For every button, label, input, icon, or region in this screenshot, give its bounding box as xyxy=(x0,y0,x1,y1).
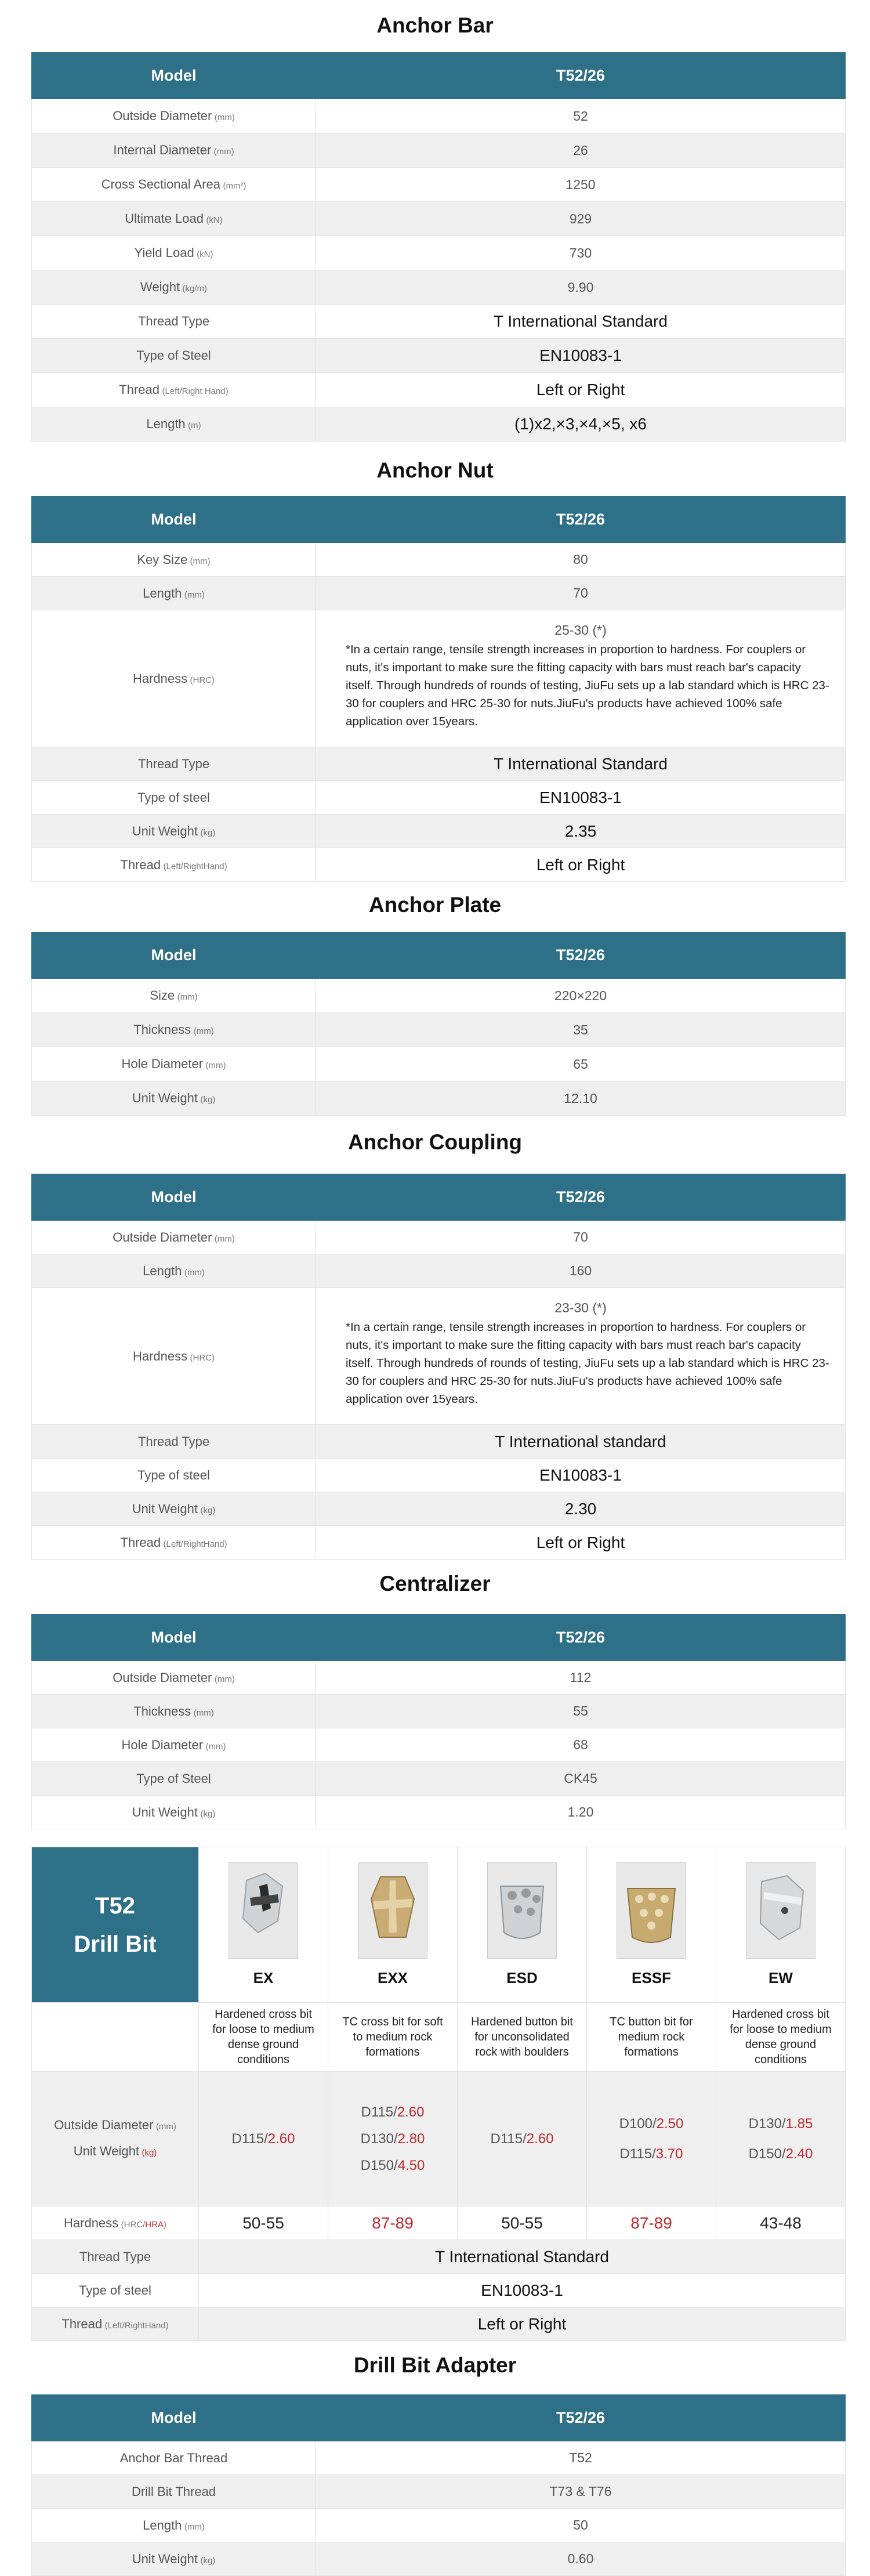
bit-weight: 3.70 xyxy=(655,2146,683,2162)
row-label: Thickness xyxy=(133,1022,191,1037)
bit-spec-cell xyxy=(587,2072,716,2206)
anchor-coupling-title: Anchor Coupling xyxy=(347,1130,523,1154)
bit-diameter: D150/ xyxy=(748,2146,786,2162)
drill-bit-title-line1: T52 xyxy=(95,1893,135,1919)
row-label: Unit Weight xyxy=(132,823,198,838)
row-label: Length xyxy=(146,417,186,431)
table-row xyxy=(32,270,846,305)
row-value: 9.90 xyxy=(316,270,846,305)
centralizer-title: Centralizer xyxy=(379,1572,491,1595)
header-model: Model xyxy=(32,932,316,979)
bit-hardness: 43-48 xyxy=(716,2206,846,2240)
bit-spec-line xyxy=(458,2131,586,2147)
bit-name: ESD xyxy=(506,1969,538,1987)
bit-cell xyxy=(458,1847,587,2003)
table-row xyxy=(32,2307,846,2341)
bit-spec-line xyxy=(329,2152,456,2179)
header-model-value: T52/26 xyxy=(316,53,846,99)
bit-cell xyxy=(716,1847,846,2003)
row-label: Type of steel xyxy=(79,2282,151,2298)
row-label: Thread Type xyxy=(137,1434,210,1449)
table-row xyxy=(32,2274,846,2307)
row-value: 12.10 xyxy=(316,1081,846,1116)
row-value: 55 xyxy=(316,1695,846,1728)
bit-spec-line xyxy=(588,2139,715,2169)
bit-weight: 2.40 xyxy=(785,2146,813,2162)
row-unit: (kg/m) xyxy=(182,284,208,294)
header-model-value: T52/26 xyxy=(316,932,846,979)
bit-description-row xyxy=(32,2003,846,2072)
table-row xyxy=(32,2240,846,2274)
hardness-unit-b: HRA xyxy=(145,2219,164,2230)
bit-diameter: D115/ xyxy=(361,2104,397,2120)
bit-weight: 2.60 xyxy=(267,2130,295,2147)
table-row xyxy=(32,2475,846,2509)
row-label: Thread xyxy=(61,2316,103,2331)
table-row xyxy=(32,1661,846,1695)
row-unit: (mm) xyxy=(205,1061,226,1070)
bit-spec-line xyxy=(588,2109,715,2139)
row-value: T73 & T76 xyxy=(316,2475,846,2509)
button-bit-image xyxy=(487,1862,557,1959)
hardness-note: *In a certain range, tensile strength increases in proportion to hardness. For couplers or nuts, it's important to make sure the fitting capacity with bars must reach bar's capacity itself. Through hundreds of rounds of testing, JiuFu sets up a lab standard which is HRC 23-30 for couplers and HRC 25-30 for nuts.JiuFu's products have achieved 100% safe application over 15years. xyxy=(346,642,829,728)
row-value: T International Standard xyxy=(316,747,846,781)
table-row xyxy=(32,1047,846,1081)
row-label: Type of steel xyxy=(137,790,210,805)
table-row xyxy=(32,1492,846,1526)
table-row xyxy=(32,2509,846,2542)
row-value: Left or Right xyxy=(316,1526,846,1560)
row-value: 220×220 xyxy=(316,979,846,1013)
row-unit: (mm) xyxy=(214,1674,235,1684)
anchor-nut-title: Anchor Nut xyxy=(376,458,494,482)
row-unit: (kN) xyxy=(197,249,213,259)
row-value: 112 xyxy=(316,1661,846,1695)
table-row xyxy=(32,407,846,442)
bit-name: EXX xyxy=(377,1969,408,1987)
row-label: Size xyxy=(150,988,175,1003)
row-value: 68 xyxy=(316,1728,846,1762)
row-label: Cross Sectional Area xyxy=(101,177,220,191)
bit-name: EX xyxy=(253,1969,274,1987)
table-row xyxy=(32,339,846,373)
row-unit: (mm) xyxy=(193,1707,214,1718)
table-row xyxy=(32,99,846,133)
drill-bit-table xyxy=(31,1847,846,2341)
od-unit: (mm) xyxy=(155,2121,176,2132)
row-value: 80 xyxy=(316,543,846,577)
row-value: 1.20 xyxy=(316,1796,846,1829)
table-row xyxy=(32,2542,846,2576)
row-label: Weight xyxy=(140,280,180,294)
row-value: Left or Right xyxy=(316,848,846,882)
table-row xyxy=(32,1459,846,1492)
row-label: Unit Weight xyxy=(132,1091,198,1105)
table-row xyxy=(32,815,846,848)
bit-spec-cell xyxy=(199,2072,328,2206)
table-row xyxy=(32,1796,846,1829)
table-row xyxy=(32,747,846,781)
uw-unit: (kg) xyxy=(142,2147,157,2158)
row-value: 70 xyxy=(316,577,846,610)
header-model-value: T52/26 xyxy=(316,1615,846,1661)
bit-diameter: D130/ xyxy=(360,2130,398,2147)
table-row xyxy=(32,610,846,747)
table-row xyxy=(32,1526,846,1560)
row-value: 50 xyxy=(316,2509,846,2542)
row-value: CK45 xyxy=(316,1762,846,1796)
row-value: 730 xyxy=(316,236,846,270)
anchor-nut-table xyxy=(31,496,846,882)
table-row xyxy=(32,979,846,1013)
bit-cell xyxy=(328,1847,458,2003)
row-value: T International Standard xyxy=(316,305,846,339)
row-label: Ultimate Load xyxy=(125,211,204,226)
row-unit: (kg) xyxy=(200,827,216,838)
row-label: Hardness xyxy=(132,671,188,686)
hardness-note: *In a certain range, tensile strength increases in proportion to hardness. For couplers or nuts, it's important to make sure the fitting capacity with bars must reach bar's capacity itself. Through hundreds of rounds of testing, JiuFu sets up a lab standard which is HRC 23-30 for couplers and HRC 25-30 for nuts.JiuFu's products have achieved 100% safe application over 15years. xyxy=(346,1320,829,1406)
bit-diameter: D150/ xyxy=(360,2157,398,2173)
bit-diameter: D100/ xyxy=(619,2115,657,2132)
hardness-label: Hardness xyxy=(64,2215,119,2230)
row-value: 65 xyxy=(316,1047,846,1081)
hardness-value: 23-30 (*) xyxy=(554,1300,607,1315)
empty-cell xyxy=(32,2003,199,2072)
row-value: EN10083-1 xyxy=(316,781,846,815)
table-header xyxy=(32,497,846,543)
table-row xyxy=(32,236,846,270)
row-unit: (Left/RightHand) xyxy=(163,1539,227,1549)
header-model: Model xyxy=(32,53,316,99)
bit-description: TC cross bit for soft to medium rock formations xyxy=(328,2003,458,2072)
table-row xyxy=(32,848,846,882)
row-unit: (m) xyxy=(188,421,201,430)
bit-weight: 2.50 xyxy=(656,2115,684,2132)
row-label: Length xyxy=(143,2517,182,2532)
bit-description: Hardened cross bit for loose to medium dense ground conditions xyxy=(716,2003,846,2072)
row-value: 35 xyxy=(316,1013,846,1047)
anchor-bar-title: Anchor Bar xyxy=(376,13,494,37)
row-value: 26 xyxy=(316,133,846,168)
table-header xyxy=(32,53,846,99)
row-label: Unit Weight xyxy=(132,1501,198,1516)
row-label: Thread Type xyxy=(79,2249,151,2264)
bit-hardness: 50-55 xyxy=(458,2206,587,2240)
table-row xyxy=(32,543,846,577)
bit-spec-label xyxy=(32,2072,199,2206)
bit-description: TC button bit for medium rock formations xyxy=(587,2003,716,2072)
spec-page xyxy=(0,12,870,2576)
row-label: Thread Type xyxy=(137,756,210,771)
drill-bit-title xyxy=(32,1847,199,2003)
table-row xyxy=(32,1254,846,1288)
header-model: Model xyxy=(32,2395,316,2441)
ew-cross-bit-image xyxy=(746,1862,815,1959)
table-row xyxy=(32,133,846,168)
table-row xyxy=(32,1288,846,1425)
row-value: 70 xyxy=(316,1221,846,1254)
row-label: Outside Diameter xyxy=(113,1670,212,1685)
row-label: Thread xyxy=(120,1535,161,1550)
bit-spec-line xyxy=(717,2139,844,2169)
bit-spec-line xyxy=(329,2126,456,2152)
row-unit: (Left/RightHand) xyxy=(163,861,227,871)
row-unit: (mm) xyxy=(205,1741,226,1752)
anchor-plate-table xyxy=(31,932,846,1116)
drill-bit-header-row xyxy=(32,1847,846,2003)
bit-cell xyxy=(199,1847,328,2003)
table-header xyxy=(32,2395,846,2441)
table-header xyxy=(32,932,846,979)
row-label: Thread Type xyxy=(137,314,210,328)
table-row xyxy=(32,1728,846,1762)
table-row xyxy=(32,373,846,407)
bit-hardness: 50-55 xyxy=(199,2206,328,2240)
row-value: (1)x2,×3,×4,×5, x6 xyxy=(316,407,846,442)
header-model-value: T52/26 xyxy=(316,1174,846,1221)
bit-name: ESSF xyxy=(632,1969,671,1987)
table-row xyxy=(32,168,846,202)
row-unit: (mm) xyxy=(190,556,211,566)
row-unit: (mm) xyxy=(214,1233,235,1244)
row-label: Yield Load xyxy=(134,245,194,260)
row-unit: (kg) xyxy=(200,2555,216,2566)
row-label: Outside Diameter xyxy=(113,1229,212,1244)
adapter-table xyxy=(31,2394,846,2576)
row-unit: (kg) xyxy=(200,1808,216,1819)
bit-weight: 2.80 xyxy=(397,2130,425,2147)
bit-weight: 4.50 xyxy=(397,2157,425,2173)
row-value: 1250 xyxy=(316,168,846,202)
row-label: Hole Diameter xyxy=(121,1057,204,1071)
uw-label: Unit Weight xyxy=(73,2143,139,2158)
row-label: Hole Diameter xyxy=(121,1737,204,1752)
row-label: Type of steel xyxy=(137,1467,210,1482)
row-label: Hardness xyxy=(132,1348,188,1363)
row-label: Type of Steel xyxy=(136,1771,211,1786)
row-unit: (kg) xyxy=(200,1095,216,1105)
table-row xyxy=(32,1695,846,1728)
row-value: T52 xyxy=(316,2441,846,2475)
row-unit: (HRC) xyxy=(190,675,215,685)
drill-bit-title-line2: Drill Bit xyxy=(74,1931,157,1957)
row-value: EN10083-1 xyxy=(199,2274,846,2307)
row-unit: (mm) xyxy=(184,589,205,600)
row-label: Drill Bit Thread xyxy=(131,2484,216,2499)
table-row xyxy=(32,1013,846,1047)
bit-description: Hardened cross bit for loose to medium dense ground conditions xyxy=(199,2003,328,2072)
header-model-value: T52/26 xyxy=(316,2395,846,2441)
table-row xyxy=(32,2441,846,2475)
hardness-unit-a: (HRC/ xyxy=(121,2219,146,2230)
bit-name: EW xyxy=(768,1969,793,1987)
row-unit: (kg) xyxy=(200,1505,216,1515)
bit-weight: 2.60 xyxy=(526,2130,554,2147)
row-value: Left or Right xyxy=(199,2307,846,2341)
row-unit: (mm) xyxy=(213,147,234,157)
row-label: Thickness xyxy=(133,1703,191,1718)
bit-diameter: D130/ xyxy=(748,2115,786,2132)
anchor-plate-title: Anchor Plate xyxy=(368,893,502,917)
row-unit: (mm) xyxy=(214,113,235,122)
bit-hardness: 87-89 xyxy=(587,2206,716,2240)
table-row xyxy=(32,1081,846,1116)
bit-spec-row xyxy=(32,2072,846,2206)
tc-cross-bit-image xyxy=(358,1862,427,1959)
bit-spec-line xyxy=(717,2109,844,2139)
row-label: Unit Weight xyxy=(132,1804,198,1819)
row-value: Left or Right xyxy=(316,373,846,407)
adapter-title: Drill Bit Adapter xyxy=(353,2353,517,2377)
table-row xyxy=(32,1221,846,1254)
row-value: EN10083-1 xyxy=(316,1459,846,1492)
row-unit: (Left/Right Hand) xyxy=(162,386,229,396)
hardness-value: 25-30 (*) xyxy=(554,622,607,638)
row-value: EN10083-1 xyxy=(316,339,846,373)
anchor-coupling-table xyxy=(31,1174,846,1560)
row-unit: (Left/RightHand) xyxy=(104,2320,169,2331)
bit-description: Hardened button bit for unconsolidated rock with boulders xyxy=(458,2003,587,2072)
bit-spec-cell xyxy=(458,2072,587,2206)
cross-bit-image xyxy=(229,1862,298,1959)
row-label: Outside Diameter xyxy=(113,108,212,123)
bit-weight: 2.60 xyxy=(397,2104,425,2120)
row-label: Thread xyxy=(120,857,161,872)
tc-button-bit-image xyxy=(617,1862,686,1959)
row-unit: (mm) xyxy=(193,1026,214,1036)
row-unit: (kN) xyxy=(206,215,223,225)
row-value: 52 xyxy=(316,99,846,133)
row-unit: (mm) xyxy=(177,992,198,1002)
row-label: Length xyxy=(143,585,182,600)
row-value: 929 xyxy=(316,202,846,236)
row-label: Anchor Bar Thread xyxy=(119,2450,228,2465)
row-value: 2.35 xyxy=(316,815,846,848)
row-label: Length xyxy=(143,1263,182,1278)
table-row xyxy=(32,305,846,339)
row-unit: (mm) xyxy=(184,2521,205,2532)
bit-weight: 1.85 xyxy=(785,2115,813,2132)
row-unit: (mm) xyxy=(184,1267,205,1278)
bit-diameter: D115/ xyxy=(231,2130,268,2147)
bit-spec-line xyxy=(329,2099,456,2126)
table-row xyxy=(32,781,846,815)
header-model: Model xyxy=(32,1615,316,1661)
row-label: Key Size xyxy=(137,552,188,567)
bit-spec-line xyxy=(200,2131,327,2147)
table-row xyxy=(32,1425,846,1459)
centralizer-table xyxy=(31,1614,846,1829)
bit-diameter: D115/ xyxy=(490,2130,527,2147)
od-label: Outside Diameter xyxy=(54,2117,154,2132)
bit-hardness-row xyxy=(32,2206,846,2240)
row-value: 2.30 xyxy=(316,1492,846,1526)
bit-spec-cell xyxy=(328,2072,458,2206)
row-value: 0.60 xyxy=(316,2542,846,2576)
table-row xyxy=(32,1762,846,1796)
row-label: Thread xyxy=(119,382,160,397)
bit-diameter: D115/ xyxy=(619,2146,656,2162)
table-header xyxy=(32,1615,846,1661)
header-model: Model xyxy=(32,497,316,543)
row-value: 160 xyxy=(316,1254,846,1288)
row-label: Internal Diameter xyxy=(113,143,212,157)
anchor-bar-table xyxy=(31,52,846,442)
row-unit: (mm²) xyxy=(223,181,246,191)
bit-spec-cell xyxy=(716,2072,846,2206)
row-label: Unit Weight xyxy=(132,2551,198,2566)
row-label: Type of Steel xyxy=(136,348,211,363)
row-value: T International Standard xyxy=(199,2240,846,2274)
bit-cell xyxy=(587,1847,716,2003)
row-value: T International standard xyxy=(316,1425,846,1459)
header-model: Model xyxy=(32,1174,316,1221)
row-unit: (HRC) xyxy=(190,1352,215,1363)
table-row xyxy=(32,577,846,610)
header-model-value: T52/26 xyxy=(316,497,846,543)
table-header xyxy=(32,1174,846,1221)
bit-hardness: 87-89 xyxy=(328,2206,458,2240)
hardness-unit-c: ) xyxy=(163,2219,166,2230)
table-row xyxy=(32,202,846,236)
